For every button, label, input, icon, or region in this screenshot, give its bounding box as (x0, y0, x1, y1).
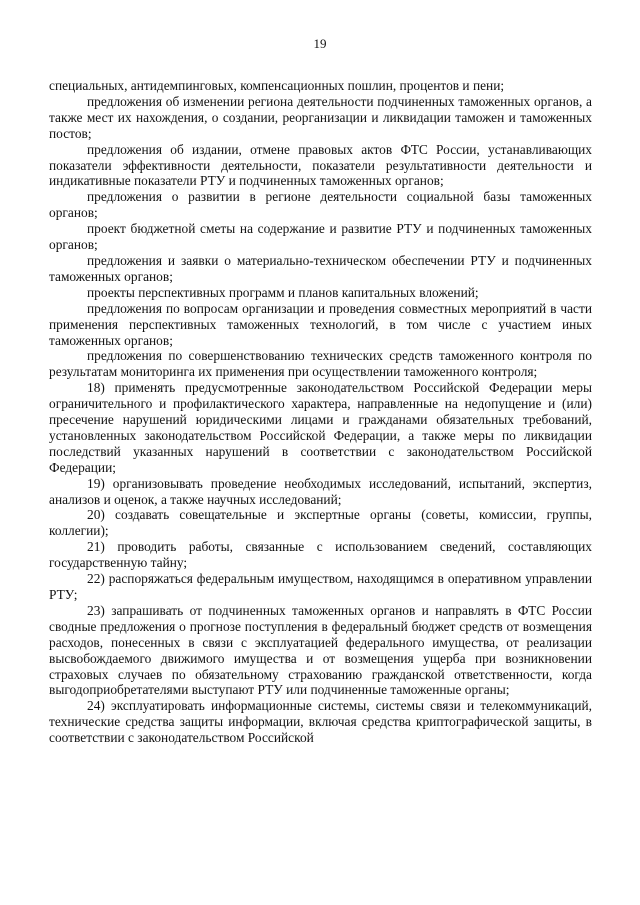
paragraph: предложения по вопросам организации и проведения совместных мероприятий в части применения перспективных таможенных технологий, в том числе с участием иных таможенных органов; (49, 300, 592, 348)
paragraph-item-24: 24) эксплуатировать информационные системы, системы связи и телекоммуникаций, технические средства защиты информации, включая средства криптографической защиты, в соответствии с законодательством Российской (49, 698, 592, 746)
paragraph: предложения об издании, отмене правовых актов ФТС России, устанавливающих показатели эффективности деятельности, показатели результативности деятельности и индикативные показатели РТУ и подчиненных таможенных органов; (49, 141, 592, 189)
paragraph-item-19: 19) организовывать проведение необходимых исследований, испытаний, экспертиз, анализов и оценок, а также научных исследований; (49, 475, 592, 507)
paragraph: проекты перспективных программ и планов капитальных вложений; (87, 284, 479, 300)
paragraph: предложения об изменении региона деятельности подчиненных таможенных органов, а также мест их нахождения, о создании, реорганизации и ликвидации таможен и таможенных постов; (49, 93, 592, 141)
paragraph-item-21: 21) проводить работы, связанные с использованием сведений, составляющих государственную тайну; (49, 539, 592, 571)
paragraph-continuation: специальных, антидемпинговых, компенсационных пошлин, процентов и пени; (49, 78, 505, 93)
page-number: 19 (313, 36, 327, 51)
paragraph-item-18: 18) применять предусмотренные законодательством Российской Федерации меры ограничительного и профилактического характера, направленные на недопущение и (или) пресечение нарушений юридическими лицами и гражданами обязательных требований, установленных законодательством Российской Федерации, а также меры по ликвидации последствий указанных нарушений в соответствии с законодательством Российской Федерации; (49, 380, 592, 475)
paragraph: предложения о развитии в регионе деятельности социальной базы таможенных органов; (49, 189, 592, 221)
paragraph-item-22: 22) распоряжаться федеральным имуществом, находящимся в оперативном управлении РТУ; (49, 571, 592, 602)
paragraph: проект бюджетной сметы на содержание и развитие РТУ и подчиненных таможенных органов; (49, 221, 592, 253)
paragraph: предложения и заявки о материально-техническом обеспечении РТУ и подчиненных таможенных органов; (49, 252, 592, 284)
document-body (49, 78, 592, 746)
paragraph: предложения по совершенствованию технических средств таможенного контроля по результатам мониторинга их применения при осуществлении таможенного контроля; (49, 348, 592, 380)
paragraph-item-20: 20) создавать совещательные и экспертные органы (советы, комиссии, группы, коллегии); (49, 507, 592, 539)
paragraph-item-23: 23) запрашивать от подчиненных таможенных органов и направлять в ФТС России сводные предложения о прогнозе поступления в федеральный бюджет средств от возмещения расходов, понесенных в связи с эксплуатацией федерального имущества, от реализации высвобождаемого движимого имущества и от возмещения ущерба при возникновении страховых случаев по обязательному страхованию гражданской ответственности, когда выгодоприобретателями выступают РТУ или подчиненные таможенные органы; (49, 602, 592, 698)
